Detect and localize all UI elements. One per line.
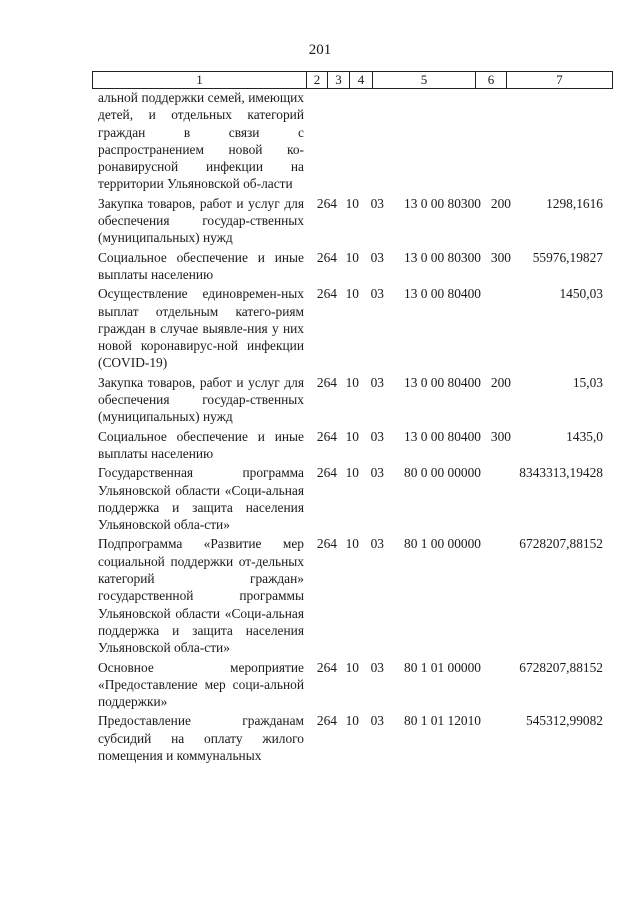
subsection-code: 03 (370, 374, 384, 390)
chapter-code: 10 (345, 659, 359, 675)
budget-table (92, 71, 613, 766)
row-name: Государственная программа Ульяновской области «Соци-альная поддержка и защита населения Ульяновской обла-сти» (98, 465, 304, 533)
section-code: 264 (316, 428, 337, 444)
amount: 6728207,88152 (519, 536, 603, 552)
table-row (92, 712, 613, 764)
amount: 8343313,19428 (519, 465, 603, 481)
target-article-code: 13 0 00 80300 (404, 249, 481, 265)
page-number: 201 (308, 42, 332, 58)
expense-type-code (481, 659, 511, 711)
chapter-code: 10 (345, 249, 359, 265)
row-name: Подпрограмма «Развитие мер социальной поддержки от-дельных категорий граждан» государственной программы Ульяновской области «Соци-альная поддержка и защита населения Ульяновской обла-сти» (98, 536, 304, 656)
amount: 55976,19827 (532, 249, 603, 265)
target-article-code (384, 89, 481, 193)
chapter-code: 10 (345, 286, 359, 302)
target-article-code: 80 0 00 00000 (404, 465, 481, 481)
subsection-code: 03 (370, 195, 384, 211)
section-code: 264 (316, 249, 337, 265)
section-code: 264 (316, 713, 337, 729)
amount: 15,03 (572, 374, 603, 390)
table-row (92, 195, 613, 247)
subsection-code: 03 (370, 536, 384, 552)
amount: 545312,99082 (526, 713, 603, 729)
row-name: Осуществление единовремен-ных выплат отдельным катего-риям граждан в случае выявле-ния у них новой коронавирус-ной инфекции (COVID-19) (98, 286, 304, 371)
subsection-code: 03 (370, 249, 384, 265)
target-article-code: 80 1 01 12010 (404, 713, 481, 729)
subsection-code: 03 (370, 659, 384, 675)
target-article-code: 80 1 01 00000 (404, 659, 481, 675)
table-header (92, 71, 613, 89)
expense-type-code: 300 (490, 428, 511, 444)
header-col-1: 1 (196, 72, 203, 87)
header-col-7: 7 (506, 72, 612, 88)
target-article-code: 80 1 00 00000 (404, 536, 481, 552)
header-col-3: 3 (327, 72, 349, 88)
amount: 1298,1616 (546, 195, 603, 211)
section-code: 264 (316, 536, 337, 552)
table-row (92, 659, 613, 711)
amount: 1450,03 (559, 286, 603, 302)
section-code: 264 (316, 659, 337, 675)
section-code: 264 (316, 374, 337, 390)
amount (511, 89, 613, 193)
section-code: 264 (316, 465, 337, 481)
row-name: Закупка товаров, работ и услуг для обеспечения государ-ственных (муниципальных) нужд (98, 195, 304, 246)
amount: 1435,0 (566, 428, 603, 444)
chapter-code: 10 (345, 374, 359, 390)
table-row (92, 249, 613, 284)
table-row (92, 428, 613, 463)
header-col-2: 2 (306, 72, 327, 88)
row-name: Предоставление гражданам субсидий на оплату жилого помещения и коммунальных (98, 713, 304, 763)
subsection-code: 03 (370, 713, 384, 729)
table-row (92, 535, 613, 656)
expense-type-code (481, 89, 511, 193)
target-article-code: 13 0 00 80400 (404, 428, 481, 444)
row-name: Социальное обеспечение и иные выплаты населению (98, 249, 304, 282)
subsection-code: 03 (370, 286, 384, 302)
row-name: альной поддержки семей, имеющих детей, и отдельных категорий граждан в связи с распространением новой ко-ронавирусной инфекции на территории Ульяновской об-ласти (98, 90, 304, 192)
table-row (92, 374, 613, 426)
row-name: Социальное обеспечение и иные выплаты населению (98, 428, 304, 461)
expense-type-code (481, 464, 511, 533)
header-col-6: 6 (475, 72, 506, 88)
expense-type-code (481, 285, 511, 371)
target-article-code: 13 0 00 80400 (404, 286, 481, 302)
section-code: 264 (316, 286, 337, 302)
chapter-code: 10 (345, 536, 359, 552)
chapter-code: 10 (345, 195, 359, 211)
header-col-5: 5 (372, 72, 475, 88)
section-code: 264 (316, 195, 337, 211)
chapter-code (337, 89, 359, 193)
target-article-code: 13 0 00 80400 (404, 374, 481, 390)
expense-type-code: 300 (490, 249, 511, 265)
subsection-code: 03 (370, 465, 384, 481)
expense-type-code: 200 (490, 374, 511, 390)
table-row (92, 285, 613, 371)
table-body (92, 89, 613, 764)
target-article-code: 13 0 00 80300 (404, 195, 481, 211)
table-row (92, 464, 613, 533)
subsection-code: 03 (370, 428, 384, 444)
chapter-code: 10 (345, 713, 359, 729)
subsection-code (359, 89, 384, 193)
expense-type-code (481, 535, 511, 656)
header-col-4: 4 (349, 72, 372, 88)
chapter-code: 10 (345, 428, 359, 444)
expense-type-code: 200 (490, 195, 511, 211)
section-code (304, 89, 337, 193)
table-row (92, 89, 613, 193)
row-name: Закупка товаров, работ и услуг для обеспечения государ-ственных (муниципальных) нужд (98, 374, 304, 425)
chapter-code: 10 (345, 465, 359, 481)
amount: 6728207,88152 (519, 659, 603, 675)
row-name: Основное мероприятие «Предоставление мер соци-альной поддержки» (98, 659, 304, 710)
expense-type-code (481, 712, 511, 764)
